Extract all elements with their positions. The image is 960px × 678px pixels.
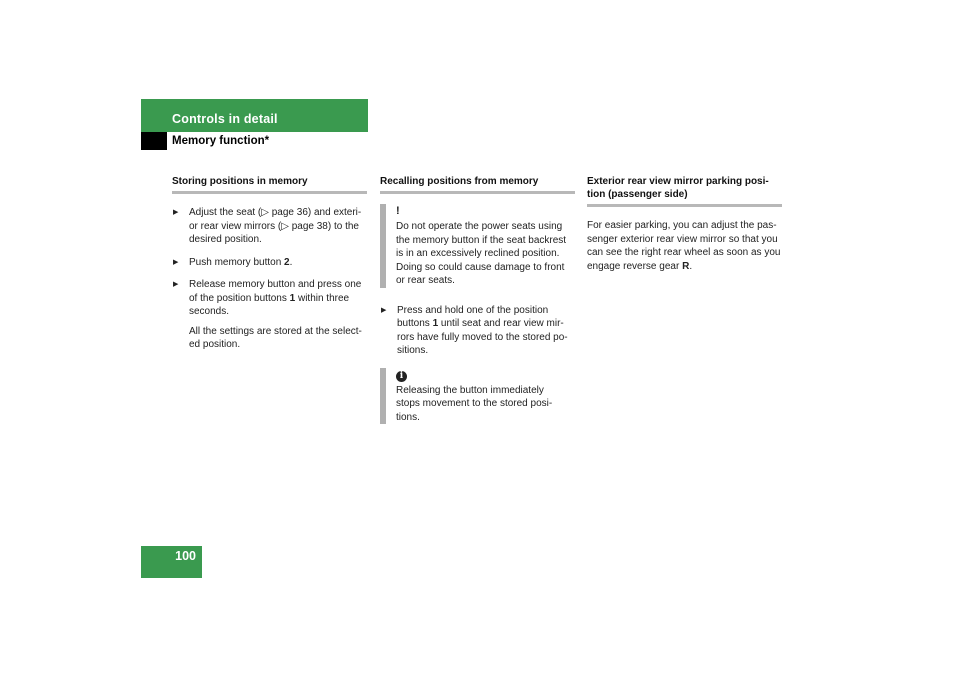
note-bar (380, 368, 386, 425)
mirror-paragraph: For easier parking, you can adjust the pas- senger exterior rear view mirror so that you can see the right rear wheel as soon as you engage reverse gear R. (587, 220, 781, 272)
info-line: tions. (396, 411, 420, 423)
info-icon: i (396, 371, 407, 382)
bullet-arrow-icon: ▶ (173, 209, 179, 216)
warning-line: or rear seats. (396, 275, 455, 286)
page-ref-link[interactable]: ▷ page 38) to the (281, 220, 359, 232)
storing-step-2: ▶ Push memory button 2. (173, 256, 293, 268)
recalling-heading: Recalling positions from memory (380, 175, 575, 194)
storing-result: All the settings are stored at the select- ed position. (189, 325, 362, 350)
page-subtitle: Memory function* (172, 135, 270, 147)
mirror-section (587, 175, 782, 273)
warning-icon: ! (396, 205, 400, 217)
recalling-step: ▶ Press and hold one of the position buttons 1 until seat and rear view mir- rors have fully moved to the stored po- sitions. (381, 304, 568, 356)
page-number: 100 (175, 549, 196, 563)
warning-note (380, 204, 575, 288)
bullet-arrow-icon: ▶ (173, 281, 179, 288)
page-ref-link[interactable]: ▷ page 36) and exteri- (261, 207, 362, 218)
storing-section (172, 175, 367, 352)
mirror-heading: Exterior rear view mirror parking posi- tion (passenger side) (587, 175, 782, 207)
warning-line: is in an excessively reclined position. (396, 248, 560, 259)
page-number-box (141, 546, 202, 578)
warning-line: Do not operate the power seats using (396, 221, 563, 232)
section-title: Controls in detail (172, 112, 278, 126)
info-note (380, 368, 575, 425)
storing-step-3: ▶ Release memory button and press one of the position buttons 1 within three seconds. (173, 279, 362, 317)
info-line: stops movement to the stored posi- (396, 398, 553, 409)
bullet-arrow-icon: ▶ (173, 258, 179, 266)
info-line: Releasing the button immediately (396, 384, 544, 396)
warning-line: the memory button if the seat backrest (396, 234, 567, 246)
storing-heading: Storing positions in memory (172, 175, 367, 194)
header-marker (141, 132, 167, 150)
note-bar (380, 204, 386, 288)
recalling-section (380, 175, 575, 424)
warning-line: Doing so could cause damage to front (396, 261, 565, 273)
storing-step-1: ▶ Adjust the seat (▷ page 36) and exteri- or rear view mirrors (▷ page 38) to the desired position. (173, 207, 362, 245)
bullet-arrow-icon: ▶ (381, 306, 387, 314)
